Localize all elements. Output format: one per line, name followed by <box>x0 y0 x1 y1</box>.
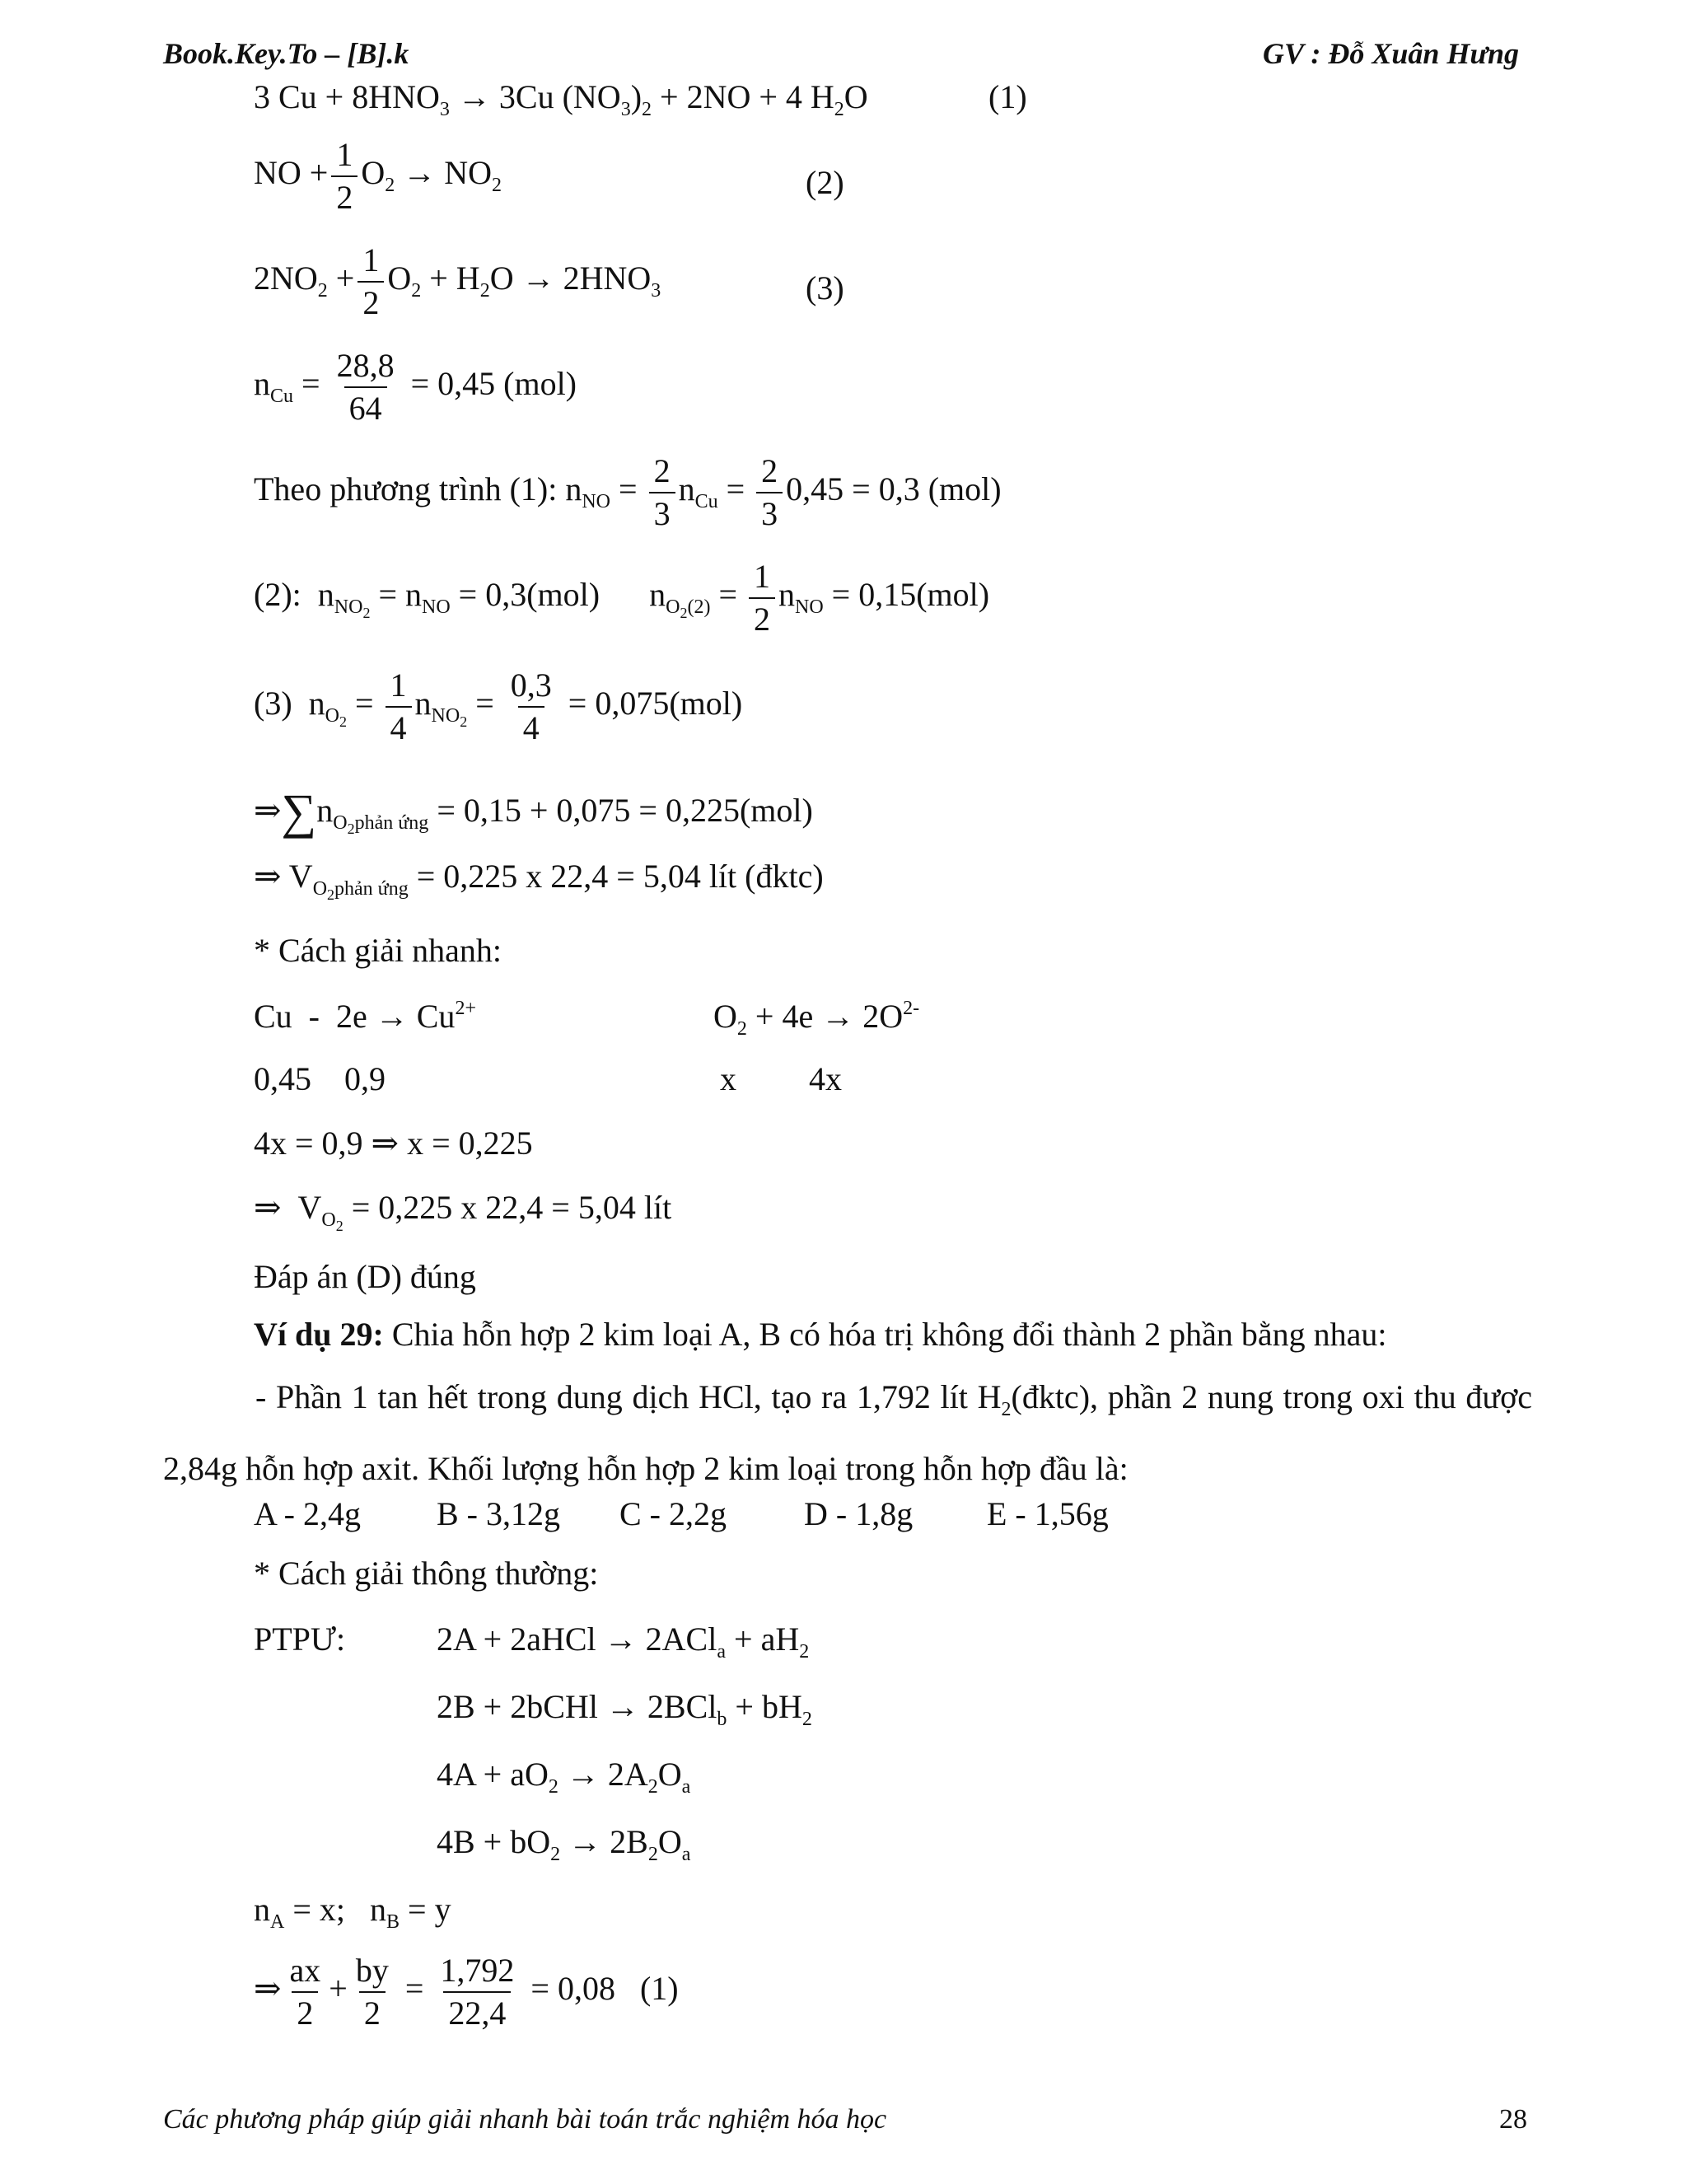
fraction: $\frac{1,792}{22,4}$ <box>440 1952 515 2032</box>
example-label: Ví dụ 29: <box>254 1316 384 1353</box>
mol-value-4x: 4x <box>809 1060 842 1097</box>
example-text: Chia hỗn hợp 2 kim loại A, B có hóa trị không đổi thành 2 phần bằng nhau: <box>383 1316 1387 1353</box>
fraction: $\frac{1}{2}$ <box>749 560 775 636</box>
reaction-b-o2: $4B + bO_2 \to 2B_2O_a$ <box>437 1823 691 1865</box>
part-intro: - Phần 1 tan hết trong dung dịch HCl, tạo ra 1,792 lít H <box>255 1378 1002 1415</box>
answer-line: Đáp án (D) đúng <box>254 1258 476 1295</box>
solve-x: 4x = 0,9 ⇒ x = 0,225 <box>254 1125 533 1162</box>
equation-3: $2NO_2$ + $\frac{1}{2}$ $O_2 + H_2O \to 2HNO_3$ <box>254 241 661 321</box>
footer-title: Các phương pháp giúp giải nhanh bài toán trắc nghiệm hóa học <box>163 2104 887 2135</box>
fraction: $\frac{2}{3}$ <box>756 455 783 531</box>
n-no-calculation: Theo phương trình (1): $n_{NO}$ = $\frac{2}{3}$ $n_{Cu}$ = $\frac{2}{3}$ 0,45 = 0,3 (mol) <box>254 452 1002 532</box>
fraction: $\frac{ax}{2}$ <box>289 1952 321 2032</box>
fraction: $\frac{2}{3}$ <box>649 455 675 531</box>
fraction: $\frac{1}{4}$ <box>386 669 412 745</box>
cu-oxidation: $Cu - 2e \to Cu^{2+}$ <box>254 998 476 1035</box>
option-d: D - 1,8g <box>804 1495 914 1532</box>
mol-values-cu: 0,45 0,9 <box>254 1060 386 1097</box>
fraction: $\frac{1}{2}$ <box>331 138 357 214</box>
reaction-a-hcl: 2A + 2aHCl → $2ACl_a + aH_2$ <box>437 1620 810 1663</box>
option-b: B - 3,12g <box>437 1495 560 1532</box>
o2-reduction: $O_2 + 4e \to 2O^{2-}$ <box>713 998 920 1040</box>
volume-o2-line: ⇒ $V_{O_2phản ứng} = 0,225$ x 22,4 = 5,04 lít (đktc) <box>254 858 824 903</box>
equation-1: 3 $Cu + 8HNO_3 \to 3Cu$ $(NO_3)_2 + 2NO + 4$ $H_2O$ <box>254 78 868 120</box>
step-3-calculation: (3) $n_{O_2}$ = $\frac{1}{4}$ $n_{NO_2}$ = $\frac{0,3}{4}$ = 0,075(mol) <box>254 666 743 746</box>
fraction: $\frac{by}{2}$ <box>355 1952 389 2032</box>
equation-2: NO + $\frac{1}{2}$ $O_2 \to NO_2$ <box>254 136 502 216</box>
fraction: $\frac{1}{2}$ <box>357 244 384 320</box>
mole-definitions: $n_A = x$; $n_B = y$ <box>254 1891 451 1933</box>
n-cu-calculation: $n_{Cu}$ = $\frac{28,8}{64}$ = 0,45 (mol) <box>254 347 577 427</box>
sum-o2-line: $\Rightarrow\sum n_{O_2phản ứng} = 0,15 + 0,075 = 0,225(mol)$ <box>254 784 813 839</box>
option-c: C - 2,2g <box>619 1495 727 1532</box>
mol-value-x: x <box>720 1060 736 1097</box>
option-a: A - 2,4g <box>254 1495 361 1532</box>
header-right: GV : Đỗ Xuân Hưng <box>1263 37 1519 70</box>
equation-2-label: (2) <box>806 164 844 201</box>
equation-1-label: (1) <box>988 78 1027 115</box>
volume-o2-result: ⇒ $V_{O_2} = 0,225$ x 22,4 = 5,04 lít <box>254 1189 672 1234</box>
normal-solution-title: * Cách giải thông thường: <box>254 1555 599 1592</box>
header-left: Book.Key.To – [B].k <box>163 37 409 70</box>
ptpu-label: PTPƯ: <box>254 1620 346 1658</box>
fast-solution-title: * Cách giải nhanh: <box>254 932 502 969</box>
option-e: E - 1,56g <box>987 1495 1109 1532</box>
step-2-calculation: (2): $n_{NO_2} = n_{NO} = 0,3(mol)$ $n_{O_2(2)}$ = $\frac{1}{2}$ $n_{NO} = 0,15(mol)$ <box>254 558 990 638</box>
equation-3-label: (3) <box>806 269 844 306</box>
part-rest: (đktc), phần 2 nung trong oxi thu được 2,84g hỗn hợp axit. Khối lượng hỗn hợp 2 kim loại trong hỗn hợp đầu là: <box>163 1378 1533 1487</box>
fraction: $\frac{0,3}{4}$ <box>510 666 552 746</box>
reaction-b-hcl: 2B + 2bCHl → $2BCl_b + bH_2$ <box>437 1688 812 1730</box>
page-number: 28 <box>1499 2104 1527 2135</box>
example-29-statement <box>254 1318 1387 1351</box>
fraction: $\frac{28,8}{64}$ <box>336 347 395 427</box>
equation-system-1: ⇒ $\frac{ax}{2}$ + $\frac{by}{2}$ = $\frac{1,792}{22,4}$ = 0,08 (1) <box>254 1952 679 2032</box>
example-29-part: - Phần 1 tan hết trong dung dịch HCl, tạo ra 1,792 lít $H_2(đktc)$, phần 2 nung trong oxi thu được 2,84g hỗn hợp axit. Khối lượng hỗn hợp 2 kim loại trong hỗn hợp đầu là: <box>163 1378 1533 1487</box>
reaction-a-o2: $4A + aO_2 \to 2A_2O_a$ <box>437 1756 691 1798</box>
